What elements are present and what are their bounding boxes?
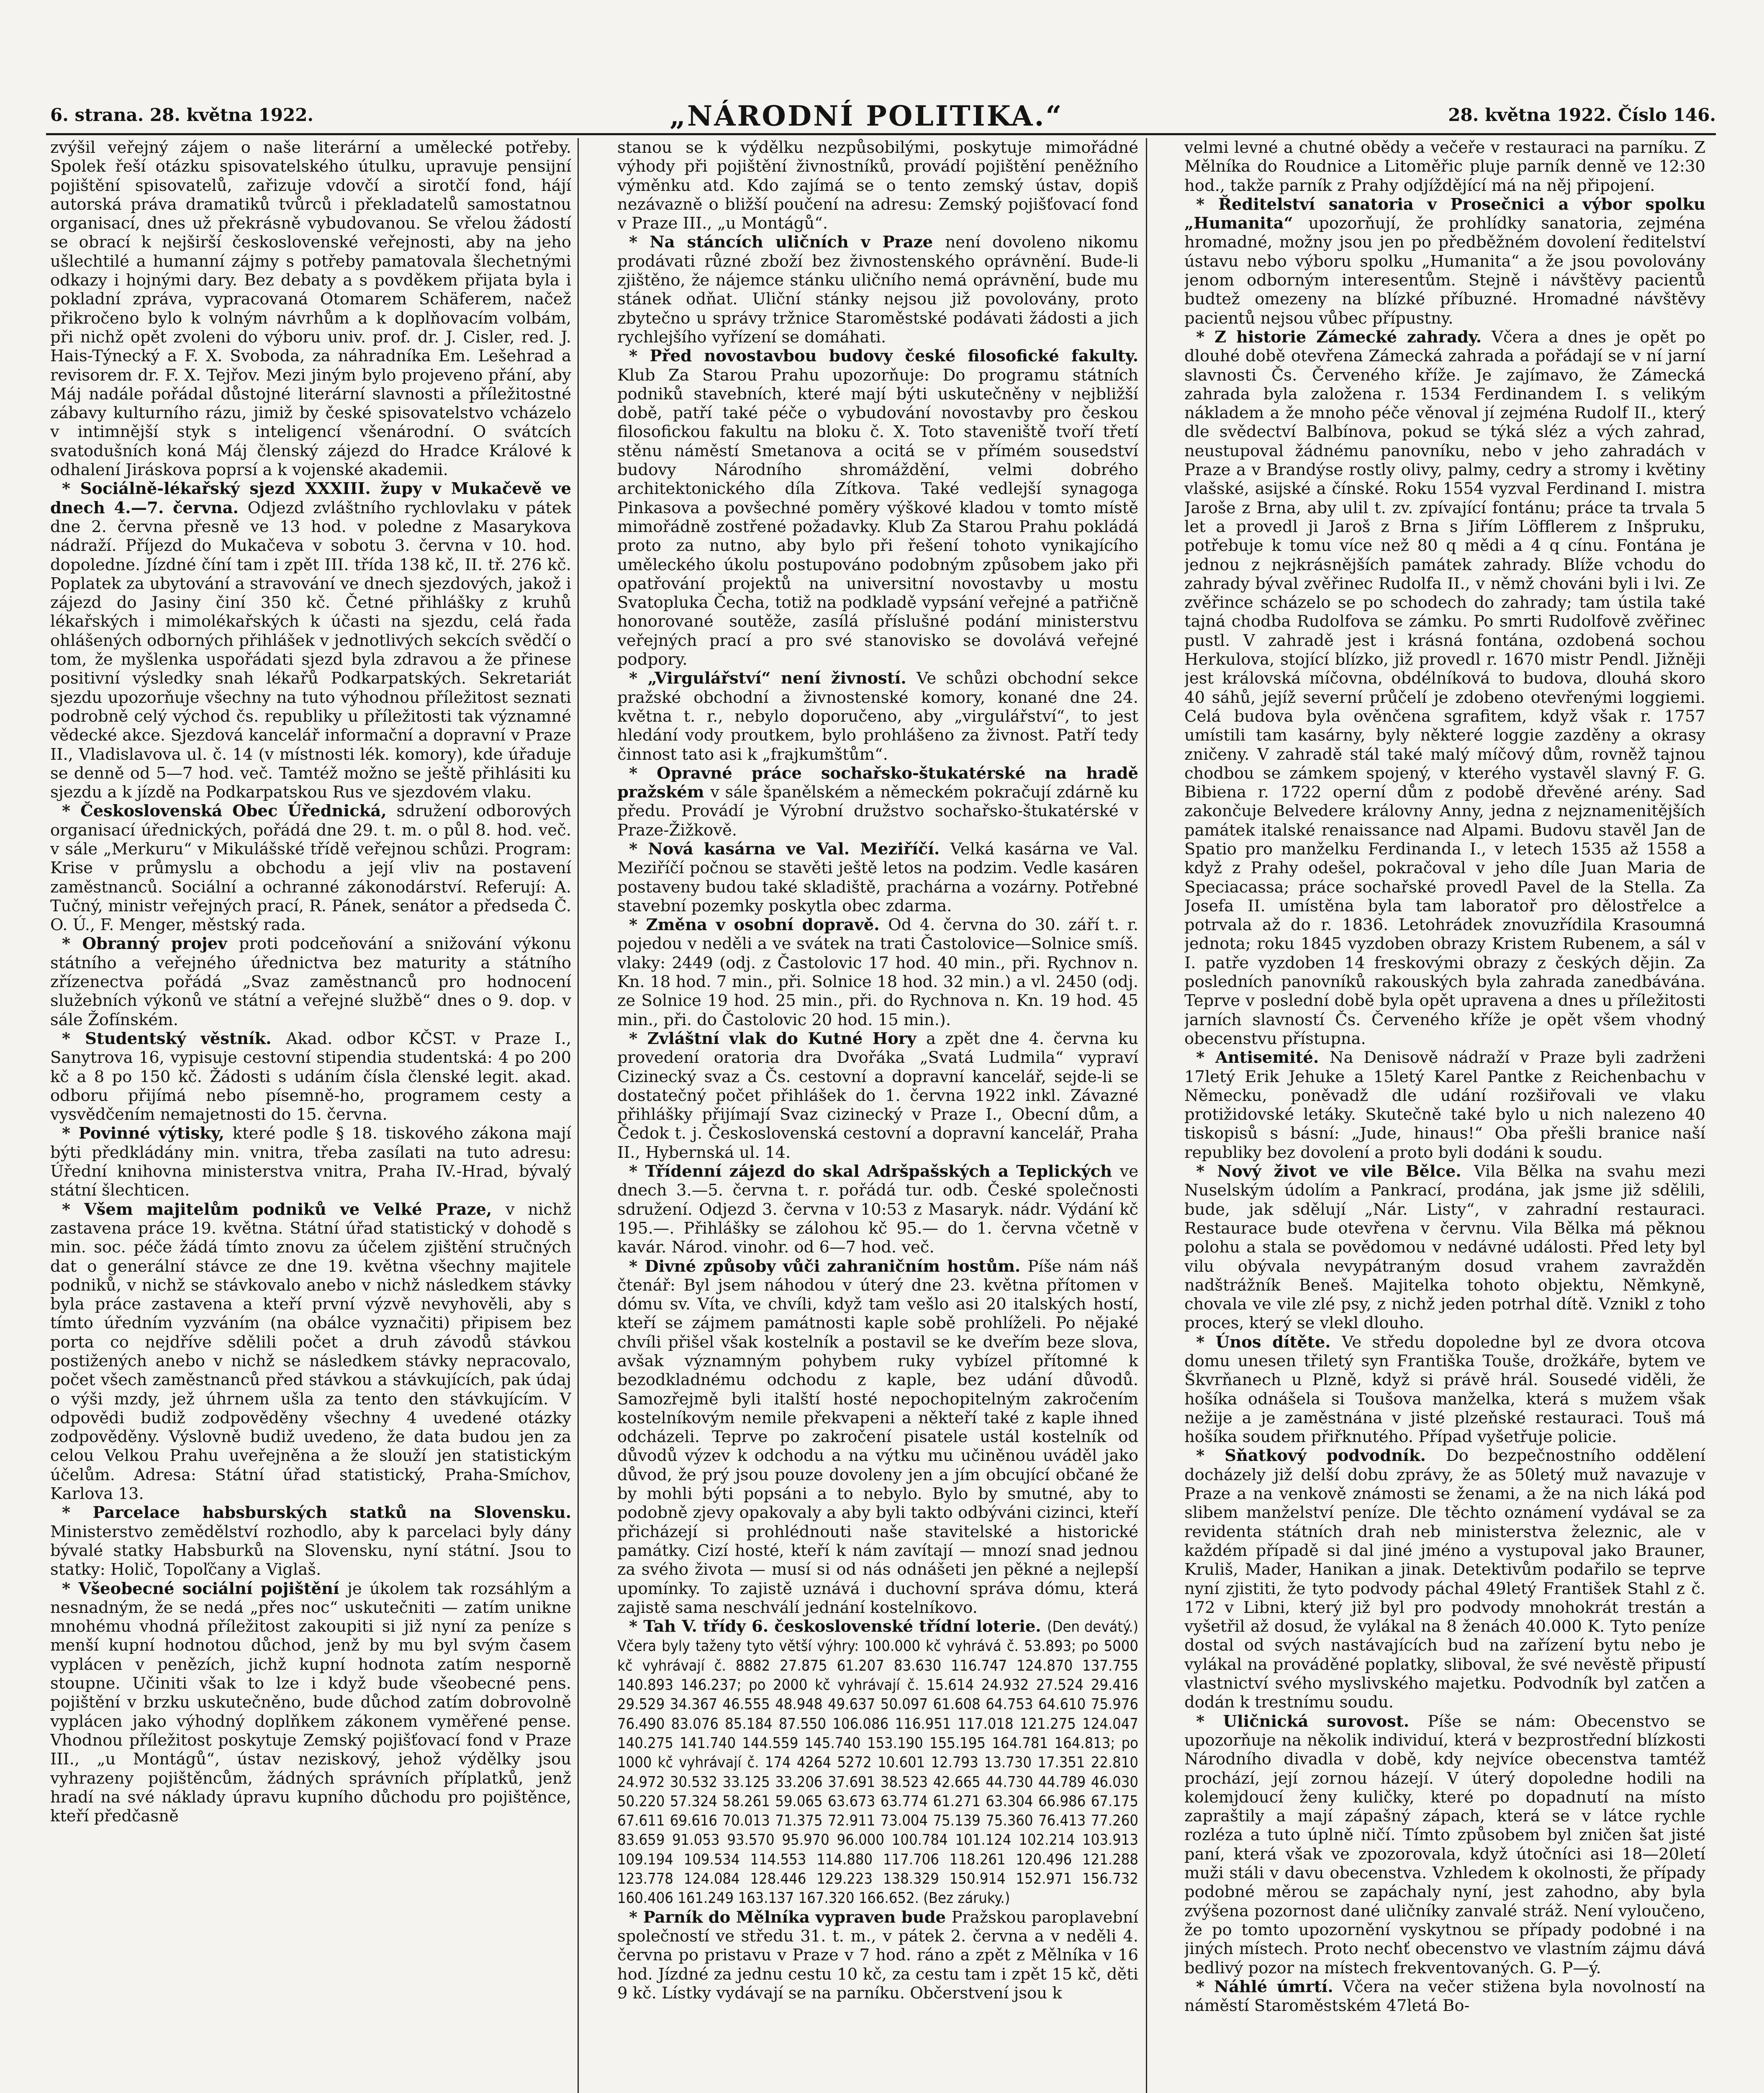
article-heading: * Všeobecné sociální pojištění [62, 1579, 347, 1598]
article-paragraph [50, 479, 571, 802]
article-paragraph [617, 138, 1138, 233]
article-paragraph [1184, 1446, 1705, 1712]
article-heading: * Opravné práce sochařsko-štukatérské na hradě pražském [617, 764, 1138, 802]
article-heading: * Únos dítěte. [1196, 1332, 1342, 1352]
article-paragraph [50, 1124, 571, 1200]
article-heading: * Československá Obec Úřednická, [62, 802, 397, 821]
article-paragraph [617, 1162, 1138, 1257]
article-paragraph [50, 1200, 571, 1504]
article-text: a zpět dne 4. června ku provedení oratoria dra Dvořáka „Svatá Ludmila“ vypraví Cizinecký svaz a Čs. cestovní a dopravní kancelář, sejde-li se dostatečný počet přihlášek do 1. června 1922 inkl. Závazné přihlášky přijímají Svaz cizinecký v Praze I., Obecní dům, a Čedok t. j. Československá cestovní a dopravní kancelář, Praha II., Hybernská ul. 14. [617, 1029, 1138, 1162]
article-heading: * Nová kasárna ve Val. Meziříčí. [629, 839, 950, 859]
column-2 [617, 138, 1138, 2093]
article-text: Na Denisově nádraží v Praze byli zadrženi 17letý Erik Jehuke a 15letý Karel Pantke z Reichenbachu v Německu, poněvadž dle udání rozšiřovali ve vlaku protižidovské letáky. Skutečně také bylo u nich nalezeno 40 tiskopisů s básní: „Jude, hinaus!“ Oba přešli branice naší republiky bez dovolení a proto byli dodáni k soudu. [1184, 1048, 1705, 1162]
article-heading: * Divné způsoby vůči zahraničním hostům. [629, 1257, 1028, 1276]
article-text: Do bezpečnostního oddělení docházely již delší dobu zprávy, že as 50letý muž navazuje v Praze a na venkově známosti se ženami, a že na nich láká pod slibem manželství peníze. Dle těchto oznámení vydával se za revidenta státních drah neb ministerstva železnic, ale v každém případě si dal jiné jméno a vystupoval jako Brauner, Kruliš, Mader, Hanikan a jinak. Detektivům podařilo se teprve nyní zjistiti, že tyto podvody páchal 49letý František Stahl z č. 172 v Libni, který již byl pro podvody mnohokrát trestán a vyšetřil až dosud, že vylákal na 8 ženách 40.000 K. Tyto peníze dostal od svých nastávajících bud na zařízení bytu nebo je vylákal na prováděné poplatky, sliboval, že své nevěstě připustí vlastnictví svého myslivského majetku. Podvodník byl zatčen a dodán k trestnímu soudu. [1184, 1446, 1705, 1712]
article-heading: * Třídenní zájezd do skal Adršpašských a Teplických [629, 1162, 1120, 1181]
article-heading: * Tah V. třídy 6. československé třídní loterie. [629, 1617, 1047, 1636]
page-header [50, 100, 1716, 134]
masthead-title: „NÁRODNÍ POLITIKA.“ [670, 100, 1063, 132]
article-text: Odjezd zvláštního rychlovlaku v pátek dne 2. června přesně ve 13 hod. v poledne z Masarykova nádraží. Příjezd do Mukačeva v sobotu 3. června v 10. hod. dopoledne. Jízdné číní tam i zpět III. třída 138 kč, II. tř. 276 kč. Poplatek za ubytování a stravování ve dnech sjezdových, jakož i zájezd do Jasiny činí 350 kč. Četné přihlášky z kruhů lékařských i mimolékařských k účasti na sjezdu, celá řada ohlášených odborných přihlášek v jednotlivých sekcích svědčí o tom, že myšlenka uspořádati sjezd byla zdravou a že přinese positivní výsledky snah lékařů Podkarpatských. Sekretariát sjezdu upozorňuje všechny na tuto výhodnou příležitost seznati podrobně celý východ čs. republiky u příležitosti tak významné vědecké akce. Sjezdová kancelář informační a dopravní v Praze II., Vladislavova ul. č. 14 (v místnosti lék. komory), kde úřaduje se denně od 5—7 hod. več. Tamtéž možno se ještě přihlásiti ku sjezdu a k jízdě na Podkarpatskou Rus ve sjezdovém vlaku. [50, 498, 571, 802]
article-paragraph [617, 347, 1138, 669]
article-text: (Den devátý.) Včera byly taženy tyto větší výhry: 100.000 kč vyhrává č. 53.893; po 5000 kč vyhrávají č. 8882 27.875 61.207 83.630 116.747 124.870 137.755 140.893 146.237; po 2000 kč vyhrávají č. 15.614 24.932 27.524 29.416 29.529 34.367 46.555 48.948 49.637 50.097 61.608 64.753 64.610 75.976 76.490 83.076 85.184 87.550 106.086 116.951 117.018 121.275 124.047 140.275 141.740 144.559 145.740 153.190 155.195 164.781 164.813; po 1000 kč vyhrávají č. 174 4264 5272 10.601 12.793 13.730 17.351 22.810 24.972 30.532 33.125 33.206 37.691 38.523 42.665 44.730 44.789 46.030 50.220 57.324 58.261 59.065 63.673 63.774 61.271 63.304 66.986 67.175 67.611 69.616 70.013 71.375 72.911 73.004 75.139 75.360 76.413 77.260 83.659 91.053 93.570 95.970 96.000 100.784 101.124 102.214 103.913 109.194 109.534 114.553 114.880 117.706 118.261 120.496 121.288 123.778 124.084 128.446 129.223 138.329 150.914 152.971 156.732 160.406 161.249 163.137 167.320 166.652. (Bez záruky.) [617, 1618, 1138, 1907]
article-text: sdružení odborových organisací úřednických, pořádá dne 29. t. m. o půl 8. hod. več. v sále „Merkuru“ v Mikulášské třídě veřejnou schůzi. Program: Krise v průmyslu a obchodu a její vliv na postavení zaměstnanců. Sociální a ochranné zákonodárství. Referují: A. Tučný, ministr veřejných prací, R. Pánek, senátor a předseda Č. O. Ú., F. Menger, městský rada. [50, 802, 571, 935]
article-paragraph [617, 764, 1138, 840]
article-text: Ve schůzi obchodní sekce pražské obchodní a živnostenské komory, konané dne 24. května t. r., nebylo doporučeno, aby „virgulářství“, to jest hledání vody proutkem, bylo prohlášeno za živnost. Patří tedy činnost tato asi k „frajkumštům“. [617, 669, 1138, 764]
article-text: Akad. odbor KČST. v Praze I., Sanytrova 16, vypisuje cestovní stipendia studentská: 4 po 200 kč a 8 po 150 kč. Žádosti s udáním čísla členské legit. akad. odboru přijímá nebo písemně-ho, programem cesty a vysvědčením nemajetnosti do 15. června. [50, 1029, 571, 1124]
article-paragraph [617, 1617, 1138, 1908]
article-paragraph [1184, 1333, 1705, 1447]
article-heading: * Před novostavbou budovy české filosofické fakulty. [629, 347, 1138, 366]
article-heading: * Zvláštní vlak do Kutné Hory [629, 1029, 926, 1048]
article-paragraph [50, 1029, 571, 1124]
article-text: je úkolem tak rozsáhlým a nesnadným, že se nedá „přes noc“ uskutečniti — zatím unikne mnohému vhodná příležitost zakoupiti si již nyní za peníze s menší kupní hodnotou důchod, jenž by mu byl svým časem vyplácen v penězích, jichž kupní hodnota zatím nesporně stoupne. Učiniti však to lze i když bude všeobecné pens. pojištění v brzku uskutečněno, bude důchod zatím dobrovolně vyplácen jako výhodný doplňkem zákonem vyměřené pense. Vhodnou příležitost poskytuje Zemský pojišťovací fond v Praze III., „u Montágů“, ústav neziskový, jehož výdělky jsou vyhrazeny pojištěncům, žádných správních příplatků, jenž hradí na své náklady úpravu kupního důchodu pro pojištěnce, kteří předčasně [50, 1579, 571, 1826]
article-paragraph [1184, 1048, 1705, 1162]
article-heading: * Parník do Mělníka vypraven bude [629, 1908, 952, 1927]
article-heading: * Náhlé úmrtí. [1196, 1977, 1343, 1996]
article-paragraph [1184, 1977, 1705, 2016]
article-paragraph [50, 138, 571, 479]
article-paragraph [50, 802, 571, 934]
article-heading: * Ředitelství sanatoria v Prosečnici a výbor spolku „Humanita“ [1184, 195, 1705, 233]
column-3 [1184, 138, 1705, 2093]
article-text: Pražskou paroplavební společností ve středu 31. t. m., v pátek 2. června a v neděli 4. června po pristavu v Praze v 7 hod. ráno a zpět z Mělníka v 16 hod. Jízdné za jednu cestu 10 kč, za cestu tam i zpět 15 kč, děti 9 kč. Lístky vydávají se na parníku. Občerstvení jsou k [617, 1908, 1138, 2003]
article-heading: * Z historie Zámecké zahrady. [1196, 327, 1492, 347]
article-paragraph [1184, 1162, 1705, 1333]
header-right: 28. května 1922. Číslo 146. [1448, 105, 1716, 125]
article-heading: * Uličnická surovost. [1196, 1712, 1428, 1731]
article-paragraph [1184, 138, 1705, 195]
article-heading: * Sociálně-lékařský sjezd XXXIII. župy v Mukačevě ve dnech 4.—7. června. [50, 479, 571, 517]
article-heading: * Na stáncích uličních v Praze [629, 233, 945, 252]
article-text: Ve středu dopoledne byl ze dvora otcova domu unesen třiletý syn Františka Touše, drožkáře, bytem ve Škvrňanech u Plzně, když si právě hrál. Sousedé viděli, že hošíka odnášela si Toušova manželka, která s mužem však nežije a je zaměstnána v jisté plzeňské restauraci. Touš má hošíka soudem přiřknutého. Případ vyšetřuje policie. [1184, 1332, 1705, 1447]
article-paragraph [617, 233, 1138, 347]
article-text: proti podceňování a snižování výkonu státního a veřejného úřednictva bez maturity a státního zřízenectva pořádá „Svaz zaměstnanců pro hodnocení služebních výkonů ve státní a veřejné službě“ dnes o 9. dop. v sále Žofínském. [50, 934, 571, 1029]
article-text: Včera a dnes je opět po dlouhé době otevřena Zámecká zahrada a pořádají se v ní jarní slavnosti Čs. Červeného kříže. Je zajímavo, že Zámecká zahrada byla založena r. 1534 Ferdinandem I. s velikým nákladem a že mnoho péče věnoval jí zejména Rudolf II., který dle svědectví Balbínova, pokud se týká sléz a vých zahrad, neustupoval žádnému panovníku, nebo v jeho zahradách v Praze a v Brandýse rostly olivy, palmy, cedry a stromy i květiny vlašské, asijské a čínské. Roku 1554 vyzval Ferdinand I. mistra Jaroše z Brna, aby ulil t. zv. zpívající fontánu; práce ta trvala 5 let a provedl ji Jaroš z Brna s Jiřím Löfflerem z Inšpruku, potřebuje k tomu více než 80 q mědi a 4 q cínu. Fontána je jednou z nejkrásnějších památek zahrady. Blíže vchodu do zahrady býval zvěřinec Rudolfa II., v němž chováni byli i lvi. Ze zvěřince scházelo se po schodech do zahrady; tam ústila také tajná chodba Rudolfova se zámku. Po smrti Rudolfově zvěřinec pustl. V zahradě jest i krásná fontána, ozdobená sochou Herkulova, stojící blízko, již provedl r. 1670 mistr Pendl. Jižněji jest královská míčovna, obdélníková to budova, dlouhá skoro 40 sáhů, jejíž severní průčelí je zdobeno otevřenými loggiemi. Celá budova byla ověnčena sgrafitem, když však r. 1757 umístili tam kasárny, byly některé loggie zazděny a okrasy zničeny. V zahradě stál také malý míčový dům, rovněž tajnou chodbou se zámkem spojený, v kterého vystavěl slavný F. G. Bibiena r. 1722 operní dům z podobě dřevěné arény. Sad zakončuje Belvedere královny Anny, jedna z nejznamenitějších památek italské renaissance nad Alpami. Budovu stavěl Jan de Spatio pro manželku Ferdinanda I., v letech 1535 až 1558 a když z Prahy odešel, pokračoval v jeho díle Juan Maria de Speciacassa; práce sochařské provedl Pavel de la Stella. Za Josefa II. umístěna byla tam laboratoř pro dělostřelce a potrvala až do r. 1836. Letohrádek znovuzřídila Krasoumná jednota; roku 1845 vyzdoben obrazy Kristem Rubenem, a sál v I. patře vyzdoben 14 freskovými obrazy z českých dějin. Za posledních panovníků rakouských byla zahrada zanedbávána. Teprve v poslední době byla opět upravena a dnes u příležitosti jarních slavností Čs. Červeného kříže je opět všem vhodný obecenstvu přístupna. [1184, 327, 1705, 1048]
article-text: upozorňují, že prohlídky sanatoria, zejména hromadné, možny jsou jen po předběžném dovolení ředitelství ústavu nebo výboru spolku „Humanita“ a že jsou povolovány jenom odborným interesentům. Stejně i návštěvy pacientů budtež omezeny na blízké příbuzné. Hromadné návštěvy pacientů nejsou vůbec přípustny. [1184, 214, 1705, 328]
article-heading: * Obranný projev [62, 934, 239, 954]
article-paragraph [617, 1029, 1138, 1162]
article-heading: * Sňatkový podvodník. [1196, 1446, 1446, 1466]
article-text: Včera na večer stižena byla novolností na náměstí Staroměstském 47letá Bo- [1184, 1977, 1705, 2016]
article-text: není dovoleno nikomu prodávati různé zboží bez živnostenského oprávnění. Bude-li zjištěno, že nájemce stánku uličního nemá oprávnění, bude mu stánek odňat. Uliční stánky nejsou již povolovány, proto zbytečno u správy tržnice Staroměstské podávati žádosti a jich rychlejšího vyřízení se domáhati. [617, 233, 1138, 347]
article-text: Klub Za Starou Prahu upozorňuje: Do programu státních podniků stavebních, které mají býti uskutečněny v nejbližší době, patří také péče o vybudování novostavby pro českou filosofickou fakultu na bloku č. X. Toto staveniště tvoří třetí stěnu náměstí Smetanova a ocitá se v přímém sousedství budovy Národního shromáždění, velmi dobrého architektonického díla Zítkova. Také vedlejší synagoga Pinkasova a povšechné poměry výškové kladou v tomto místě mimořádně zostřené požadavky. Klub Za Starou Prahu pokládá proto za nutno, aby bylo při řešení tohoto vynikajícího uměleckého úkolu postupováno podobným způsobem jako při opatřování projektů na universitní novostavby u mostu Svatopluka Čecha, totiž na podkladě vypsání veřejné a patřičně honorované soutěže, zasílá příslušné podání ministerstvu veřejných prací a pro své stanovisko se dovolává veřejné podpory. [617, 365, 1138, 669]
article-text: Velká kasárna ve Val. Meziříčí počnou se stavěti ještě letos na podzim. Vedle kasáren postaveny budou také skladiště, prachárna a vozárny. Potřebné stavební pozemky poskytla obec zdarma. [617, 839, 1138, 915]
article-text: zvýšil veřejný zájem o naše literární a umělecké potřeby. Spolek řeší otázku spisovatelského útulku, upravuje pensijní pojištění spisovatelů, zařizuje vdovčí a sirotčí fond, hájí autorská práva dramatiků tvůrců i překladatelů samostatnou organisací, dnes už překrásně vybudovanou. Se vřelou žádostí se obrací k nejširší československé veřejnosti, aby na jeho ušlechtilé a humanní zájmy s potřeby pamatovala šlechetnými odkazy i hojnými dary. Bez debaty a s povděkem přijata byla i pokladní zpráva, vypracovaná Otomarem Schäferem, načež přikročeno bylo k volným návrhům a k doplňovacím volbám, při nichž opět zvoleni do výboru univ. prof. dr. J. Cisler, red. J. Hais-Týnecký a F. X. Svoboda, za náhradníka Em. Lešehrad a revisorem dr. F. X. Tejřov. Mezi jiným bylo projeveno přání, aby Máj nadále pořádal důstojné literární slavnosti a příležitostné zábavy kulturního rázu, jimiž by české spisovatelstvo vcházelo v intimnější styk s inteligencí všenárodní. O svátcích svatodušních koná Máj členský zájezd do Hradce Králové k odhalení Jiráskova poprsí a k vojenské akademii. [50, 138, 571, 480]
article-paragraph [617, 669, 1138, 764]
article-text: Píše se nám: Obecenstvo se upozorňuje na několik individuí, která v bezprostřední blízkosti Národního divadla v době, kdy nejvíce obecenstva tamtéž prochází, její zornou házejí. V úterý dopoledne hodili na kolemjdoucí ženy kuličky, které po dopadnutí na místo zapraštily a mají zápašný zápach, která se v látce rychle rozléza a tuto úplně ničí. Tímto způsobem byl zničen šat jisté paní, která však ve zpozorovala, když útočníci asi 18—20letí muži stáli v davu obecenstva. Vzhledem k okolnosti, že případy podobné měrou se zapáchaly nyní, jest zahodno, aby byla zvýšena pozornost dané uličníky zanvalé stráž. Není vyloučeno, že po tomto upozornění vyskytnou se případy podobné i na jiných místech. Proto nechť obecenstvo ve vlastním zájmu dává bedlivý pozor na místech frekventovaných. G. P—ý. [1184, 1712, 1705, 1977]
article-paragraph [617, 1908, 1138, 2003]
article-text: velmi levné a chutné obědy a večeře v restauraci na parníku. Z Mělníka do Roudnice a Litoměřic pluje parník denně ve 12:30 hod., takže parník z Prahy odjíždějící má na něj připojení. [1184, 138, 1705, 195]
column-divider-1 [578, 138, 579, 2093]
header-left: 6. strana. 28. května 1922. [50, 105, 314, 125]
article-paragraph [617, 1257, 1138, 1617]
article-paragraph [50, 934, 571, 1029]
article-heading: * Nový život ve vile Bělce. [1196, 1162, 1474, 1181]
article-text: Píše nám náš čtenář: Byl jsem náhodou v úterý dne 23. května přítomen v dómu sv. Víta, ve chvíli, když tam vešlo asi 20 italských hostí, kteří se zájmem památnosti kaple sobě prohlíželi. Po nějaké chvíli přišel však kostelník a postavil se ke dveřím beze slova, avšak významným pohybem ruky vybízel přítomné k bezodkladnému odchodu z kaple, bez udání důvodů. Samozřejmě byli italští hosté nepochopitelným zakročením kostelníkovým nemile překvapeni a někteří také z kaple ihned odcházeli. Teprve po zakročení pisatele ustál kostelník od důvodů výzev k odchodu a na výtku mu učiněnou uváděl jako důvod, že prý jsou pouze dovoleny jen a jím obcující občané že by mohli býti popsáni a to nebylo. Bylo by smutné, aby to podobně zjevy opakovaly a aby byli takto odbýváni cizinci, kteří přicházejí si prohlédnouti naše stavitelské a historické památky. Cizí hosté, kteří k nám zavítají — mnozí snad jednou za svého života — musí si od nás odnášeti jen pěkné a nejlepší upomínky. To zajistě uznává i duchovní správa dómu, která zajistě sama neschválí jednání kostelníkovo. [617, 1257, 1138, 1617]
article-paragraph [1184, 195, 1705, 328]
article-heading: * Povinné výtisky, [62, 1124, 233, 1143]
article-heading: * Antisemité. [1196, 1048, 1330, 1067]
article-text: které podle § 18. tiskového zákona mají býti předkládány min. vnitra, třeba zasílati na tuto adresu: Úřední knihovna ministerstva vnitra, Praha IV.-Hrad, bývalý státní šlechticen. [50, 1124, 571, 1200]
article-text: v nichž zastavena práce 19. května. Státní úřad statistický v dohodě s min. soc. péče žádá tímto znovu za účelem zjištění stručných dat o generální stávce ze dne 19. května všechny majitele podniků, v nichž se stávkovalo anebo v nichž následkem stávky byla práce zastavena a kteří první výzvě nevyhověli, aby s tímto úředním vyzváním (na obálce vyznačiti) připisem bez porta co nejdříve sdělili počet a druh závodů stávkou postižených anebo v nichž se následkem stávky nepracovalo, počet všech zaměstnanců před stávkou a stávkujících, pak údaj o výši mzdy, jež úhrnem ušla za tento den stávkujícím. V odpovědi budiž zodpověděny všechny 4 uvedené otázky zodpověděny. Výslovně budiž uvedeno, že data budou jen za celou Velkou Prahu uveřejněna a že slouží jen statistickým účelům. Adresa: Státní úřad statistický, Praha-Smíchov, Karlova 13. [50, 1200, 571, 1504]
article-text: Vila Bělka na svahu mezi Nuselským údolím a Pankrací, prodána, jak jsme již sdělili, bude, jak sdělují „Nár. Listy“, v zahradní restauraci. Restaurace bude otevřena v červnu. Vila Bělka má pěknou polohu a stala se povědomou v nedávné události. Před lety byl vilu obývala nevypátraným dosud vrahem zavražděn nadštrážník Beneš. Majitelka tohoto objektu, Němkyně, chovala ve vile zlé psy, z nichž jeden potrhal dítě. Vznikl z toho proces, který se vlekl dlouho. [1184, 1162, 1705, 1333]
article-heading: * Změna v osobní dopravě. [629, 915, 888, 935]
article-heading: * Všem majitelům podniků ve Velké Praze, [62, 1200, 506, 1219]
column-divider-2 [1146, 138, 1147, 2093]
article-paragraph [50, 1503, 571, 1579]
article-paragraph [1184, 1712, 1705, 1977]
article-paragraph [50, 1579, 571, 1826]
article-heading: * Parcelace habsburských statků na Slovensku. [62, 1503, 571, 1522]
article-heading: * „Virgulářství“ není živností. [629, 669, 917, 688]
article-paragraph [1184, 328, 1705, 1048]
article-text: ve dnech 3.—5. června t. r. pořádá tur. odb. České společnosti sdružení. Odjezd 3. června v 10:53 z Masaryk. nádr. Výdání kč 195.—. Přihlášky se zálohou kč 95.— do 1. června včetně v kavár. Národ. vinohr. od 6—7 hod. več. [617, 1162, 1138, 1257]
article-text: Od 4. června do 30. září t. r. pojedou v neděli a ve svátek na trati Častolovice—Solnice smíš. vlaky: 2449 (odj. z Častolovic 17 hod. 40 min., při. Rychnov n. Kn. 18 hod. 7 min., při. Solnice 18 hod. 32 min.) a vl. 2450 (odj. ze Solnice 19 hod. 25 min., při. do Rychnova n. Kn. 19 hod. 45 min., při. do Častolovic 20 hod. 15 min.). [617, 915, 1138, 1029]
article-text: v sále španělském a německém pokračují zdárně ku předu. Provádí je Výrobní družstvo sochařsko-štukatérské v Praze-Žižkově. [617, 783, 1138, 840]
article-paragraph [617, 840, 1138, 915]
column-1 [50, 138, 571, 2093]
article-paragraph [617, 915, 1138, 1029]
header-rule [46, 133, 1716, 135]
article-text: stanou se k výdělku nezpůsobilými, poskytuje mimořádné výhody při pojištění živnostníků, provádí pojištění peněžního výměnku atd. Kdo zajímá se o tento zemský ústav, dopiš nezávazně o bližší poučení na adresu: Zemský pojišťovací fond v Praze III., „u Montágů“. [617, 138, 1138, 233]
article-text: Ministerstvo zemědělství rozhodlo, aby k parcelaci byly dány bývalé statky Habsburků na Slovensku, nyní státní. Jsou to statky: Holič, Topoľčany a Viglaš. [50, 1522, 571, 1579]
article-heading: * Studentský věstník. [62, 1029, 286, 1048]
